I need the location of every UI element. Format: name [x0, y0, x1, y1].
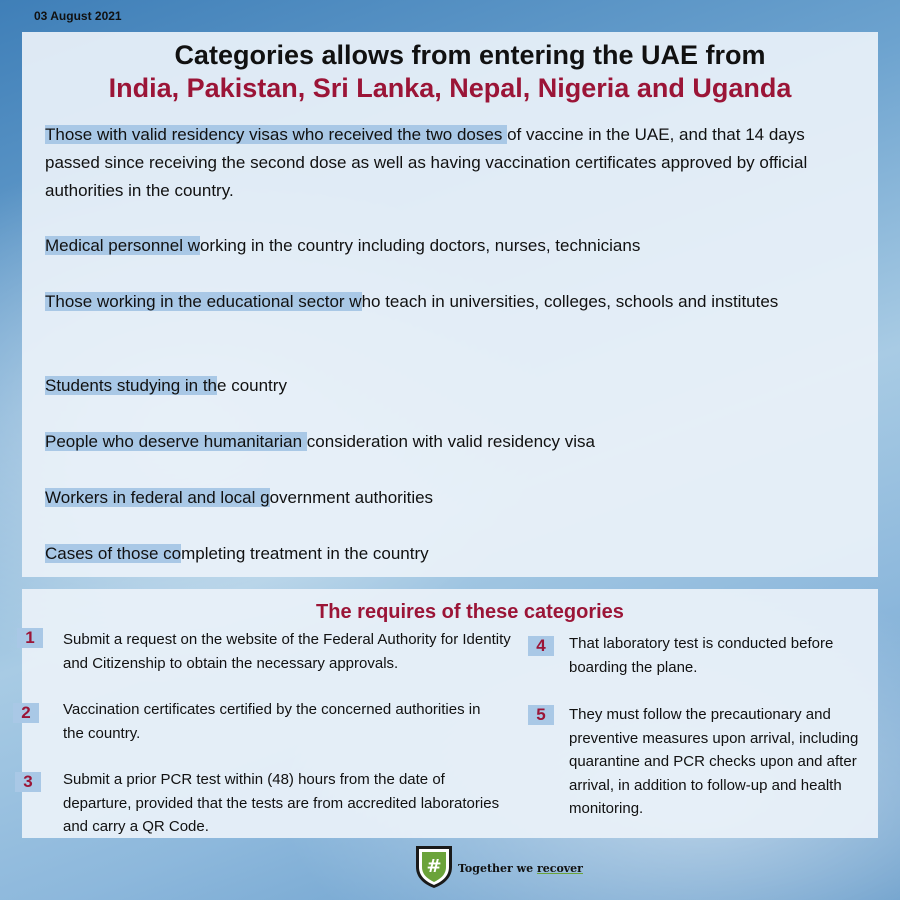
requirement-number-badge: 3 — [15, 772, 41, 792]
requirement-text: Submit a request on the website of the Federal Authority for Identity and Citizenship to obtain the necessary approvals. — [63, 631, 511, 672]
category-text: e country — [217, 376, 287, 395]
shield-icon — [414, 843, 454, 889]
requirement-number-badge: 4 — [528, 636, 554, 656]
category-highlight: Those working in the educational sector w — [45, 292, 362, 311]
page-subtitle-countries: India, Pakistan, Sri Lanka, Nepal, Nigeria and Uganda — [108, 73, 792, 103]
requirement-text: That laboratory test is conducted before boarding the plane. — [569, 635, 834, 676]
category-item — [45, 121, 845, 205]
category-text: ho teach in universities, colleges, schools and institutes — [361, 292, 779, 311]
requirements-title: The requires of these categories — [316, 601, 624, 623]
requirement-number-badge: 2 — [13, 703, 39, 723]
hash-symbol: # — [426, 856, 442, 877]
category-item — [45, 484, 845, 512]
category-item — [45, 288, 845, 316]
requirement-text: Submit a prior PCR test within (48) hours from the date of departure, provided that the tests are from accredited laboratories and carry a QR Code. — [63, 771, 500, 835]
requirement-text: They must follow the precautionary and preventive measures upon arrival, including quarantine and PCR checks upon and after arrival, in addition to follow-up and health monitoring. — [569, 706, 859, 817]
category-text: orking in the country including doctors, nurses, technicians — [199, 236, 641, 255]
category-text: overnment authorities — [269, 488, 434, 507]
category-item — [45, 372, 845, 400]
category-item — [45, 540, 845, 568]
category-item — [45, 428, 845, 456]
requirement-number-badge: 5 — [528, 705, 554, 725]
category-highlight: Cases of those co — [45, 544, 182, 563]
requirement-number-badge: 1 — [17, 628, 43, 648]
category-highlight: Students studying in th — [45, 376, 218, 395]
category-text: mpleting treatment in the country — [181, 544, 429, 563]
logo-text-recover: recover — [536, 862, 583, 875]
category-highlight: People who deserve humanitarian — [45, 432, 307, 451]
requirement-text: Vaccination certificates certified by the concerned authorities in the country. — [63, 701, 481, 742]
category-text: of vaccine in the UAE, and that 14 days passed since receiving the second dose as well as having vaccination certificates approved by official authorities in the country. — [45, 125, 808, 200]
logo-text — [458, 862, 583, 875]
together-we-recover-logo — [414, 843, 583, 889]
category-highlight: Medical personnel w — [45, 236, 200, 255]
category-highlight: Those with valid residency visas who received the two doses — [45, 125, 508, 144]
logo-text-prefix: Together we — [458, 862, 537, 875]
category-item — [45, 232, 845, 260]
category-highlight: Workers in federal and local g — [45, 488, 270, 507]
categories-panel — [22, 32, 878, 577]
date-label: 03 August 2021 — [34, 9, 122, 23]
category-text: consideration with valid residency visa — [306, 432, 595, 451]
page-title: Categories allows from entering the UAE from — [174, 40, 766, 70]
